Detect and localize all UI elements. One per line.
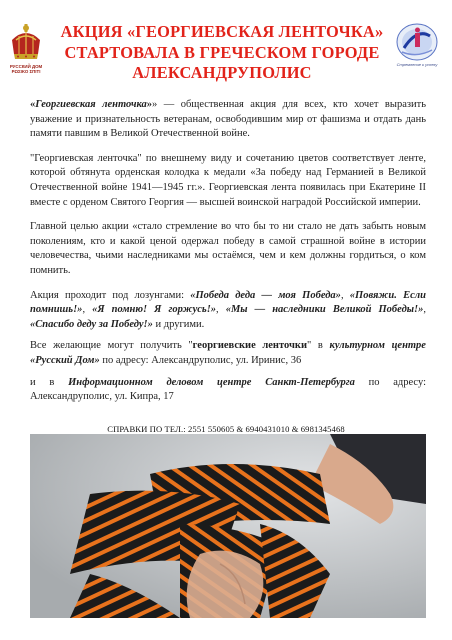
text-span: » — [146, 99, 153, 110]
ribbons-photo — [30, 434, 426, 618]
text-span: по адресу: Александруполис, ул. Иринис, 36 — [99, 354, 302, 366]
russian-house-logo — [6, 22, 46, 78]
paragraph-history: "Георгиевская ленточка" по внешнему виду и сочетанию цветов соответствует ленте, которой обтянута орденская колодка к медали «За победу над Германией в Великой Отечественной войне 1941—1945 гг.». Георгиевская лента появилась при Екатерине II вместе с орденом Святого Георгия — высшей воинской наградой Российской империи. — [30, 152, 426, 208]
crown-icon — [6, 22, 46, 66]
logo-caption: Стремление к успеху — [396, 62, 438, 67]
logo-caption-line: ΡΩΣΙΚΟ ΣΠΙΤΙ — [11, 69, 41, 74]
text-span: Акция проходит под лозунгами: — [30, 289, 191, 301]
emphasis: георгиевские ленточки — [192, 340, 307, 352]
partner-logo — [394, 22, 440, 74]
text-span: по адресу: Александруполис, ул. Кипра, 17 — [30, 376, 426, 403]
text-span: и в — [30, 376, 69, 388]
paragraph-goal: Главной целью акции «стало стремление во что бы то ни стало не дать забыть новым поколениям, кто и какой ценой одержал победу в самой страшной войне в истории человечества, чьими наследниками мы остаёмся, чем и кем должны гордиться, о ком помнить. — [30, 221, 426, 276]
text-span: , — [216, 304, 226, 316]
paragraph-intro — [30, 98, 426, 142]
contact-phones: СПРАВКИ ПО ТЕЛ.: 2551 550605 & 6940431010 & 6981345468 — [107, 424, 345, 434]
text-span: » — общественная акция для всех, кто хочет выразить уважение и признательность ветеранам, освободившим мир от фашизма и отдать дань памяти павшим в Великой Отечественной войне. — [30, 99, 426, 140]
paragraph-slogans — [30, 289, 426, 333]
paragraph-business-center — [30, 376, 426, 405]
article-body — [30, 98, 426, 412]
slogan: «Повяжи. Если помнишь!» — [30, 289, 427, 316]
logo-caption-line: РУССКИЙ ДОМ — [9, 64, 43, 69]
text-span: « — [30, 99, 36, 110]
text-span: , — [340, 289, 350, 301]
logo-caption — [6, 64, 46, 74]
page-title — [52, 22, 392, 84]
paragraph-russian-house — [30, 339, 426, 368]
text-span: , — [82, 304, 93, 316]
slogan: «Победа деда — моя Победа» — [190, 289, 341, 301]
slogan: «Я помню! Я горжусь!» — [92, 304, 217, 316]
emphasis: Георгиевская ленточка — [35, 99, 147, 110]
slogan: «Мы — наследники Великой Победы!» — [225, 304, 424, 316]
title-line: СТАРТОВАЛА В ГРЕЧЕСКОМ ГОРОДЕ — [64, 42, 380, 62]
venue-name: культурном центре «Русский Дом» — [30, 340, 426, 366]
text-span: Все желающие могут получить " — [30, 340, 193, 352]
text-span: и другими. — [152, 318, 205, 330]
text-span: , — [423, 304, 427, 316]
ribbon-image — [30, 434, 426, 618]
emblem-icon — [394, 22, 440, 62]
slogan: «Спасибо деду за Победу!» — [30, 318, 153, 330]
title-line: АКЦИЯ «ГЕОРГИЕВСКАЯ ЛЕНТОЧКА» — [60, 22, 384, 41]
title-line: АЛЕКСАНДРУПОЛИС — [132, 63, 312, 82]
text-span: " в — [307, 340, 330, 352]
venue-name: Информационном деловом центре Санкт-Петербурга — [68, 376, 355, 388]
